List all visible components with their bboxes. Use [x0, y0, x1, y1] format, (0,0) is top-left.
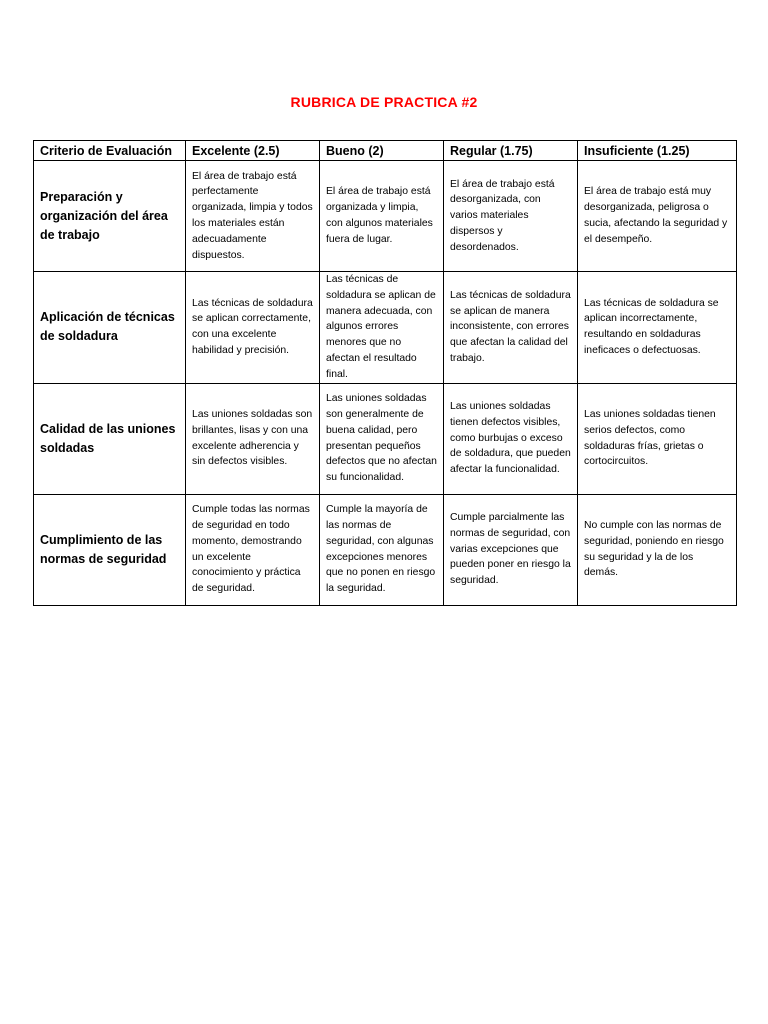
descriptor-cell: El área de trabajo está perfectamente organizada, limpia y todos los materiales están adecuadamente dispuestos. [186, 161, 320, 272]
table-row [34, 161, 737, 272]
descriptor-cell: Las técnicas de soldadura se aplican correctamente, con una excelente habilidad y precisión. [186, 272, 320, 384]
descriptor-cell: Cumple la mayoría de las normas de seguridad, con algunas excepciones menores que no ponen en riesgo la seguridad. [320, 494, 444, 605]
descriptor-cell: Cumple parcialmente las normas de seguridad, con varias excepciones que pueden poner en riesgo la seguridad. [444, 494, 578, 605]
criterion-cell: Preparación y organización del área de trabajo [34, 161, 186, 272]
descriptor-cell: El área de trabajo está muy desorganizada, peligrosa o sucia, afectando la seguridad y el desempeño. [578, 161, 737, 272]
header-regular: Regular (1.75) [444, 141, 578, 161]
descriptor-cell: No cumple con las normas de seguridad, poniendo en riesgo su seguridad y la de los demás. [578, 494, 737, 605]
criterion-cell: Calidad de las uniones soldadas [34, 383, 186, 494]
rubric-table [33, 140, 737, 606]
table-row [34, 494, 737, 605]
header-excelente: Excelente (2.5) [186, 141, 320, 161]
descriptor-cell: Las uniones soldadas son generalmente de buena calidad, pero presentan pequeños defectos que no afectan su funcionalidad. [320, 383, 444, 494]
header-row [34, 141, 737, 161]
descriptor-cell: Las técnicas de soldadura se aplican de manera inconsistente, con errores que afectan la calidad del trabajo. [444, 272, 578, 384]
descriptor-cell: Las uniones soldadas son brillantes, lisas y con una excelente adherencia y sin defectos visibles. [186, 383, 320, 494]
descriptor-cell: El área de trabajo está desorganizada, con varios materiales dispersos y desordenados. [444, 161, 578, 272]
page-title: RUBRICA DE PRACTICA #2 [290, 94, 478, 110]
table-row [34, 272, 737, 384]
criterion-cell: Cumplimiento de las normas de seguridad [34, 494, 186, 605]
header-criterion: Criterio de Evaluación [34, 141, 186, 161]
header-bueno: Bueno (2) [320, 141, 444, 161]
descriptor-cell: Las técnicas de soldadura se aplican incorrectamente, resultando en soldaduras ineficaces o defectuosas. [578, 272, 737, 384]
table-row [34, 383, 737, 494]
descriptor-cell: El área de trabajo está organizada y limpia, con algunos materiales fuera de lugar. [320, 161, 444, 272]
descriptor-cell: Cumple todas las normas de seguridad en todo momento, demostrando un excelente conocimiento y práctica de seguridad. [186, 494, 320, 605]
header-insuficiente: Insuficiente (1.25) [578, 141, 737, 161]
criterion-cell: Aplicación de técnicas de soldadura [34, 272, 186, 384]
descriptor-cell: Las uniones soldadas tienen defectos visibles, como burbujas o exceso de soldadura, que pueden afectar la funcionalidad. [444, 383, 578, 494]
descriptor-cell: Las uniones soldadas tienen serios defectos, como soldaduras frías, grietas o cortocircuitos. [578, 383, 737, 494]
descriptor-cell: Las técnicas de soldadura se aplican de manera adecuada, con algunos errores menores que no afectan el resultado final. [320, 272, 444, 384]
